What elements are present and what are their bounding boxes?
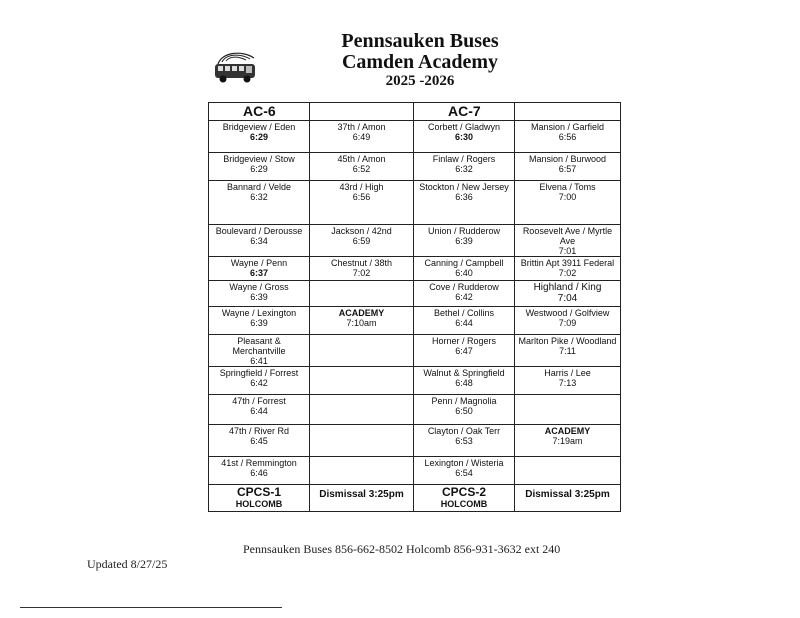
stop-time: 6:32 xyxy=(250,192,268,202)
stop-location: Elvena / Toms xyxy=(539,182,596,192)
updated-date: Updated 8/27/25 xyxy=(87,557,168,571)
stop-location: Jackson / 42nd xyxy=(331,226,392,236)
stop-location: Canning / Campbell xyxy=(424,258,504,268)
stop-cell xyxy=(515,457,621,485)
stop-cell xyxy=(310,225,414,257)
stop-cell xyxy=(515,395,621,425)
destination-school-sub: HOLCOMB xyxy=(440,499,488,509)
stop-cell xyxy=(515,307,621,335)
stop-time: 6:44 xyxy=(455,318,473,328)
stop-location: Stockton / New Jersey xyxy=(419,182,509,192)
stop-location: Chestnut / 38th xyxy=(330,258,393,268)
stop-location: Roosevelt Ave / Myrtle Ave xyxy=(522,226,613,246)
divider-line xyxy=(20,607,282,608)
stop-location: 41st / Remmington xyxy=(221,458,297,468)
table-row xyxy=(209,367,621,395)
stop-time: 6:37 xyxy=(249,268,268,278)
table-row xyxy=(209,395,621,425)
stop-cell xyxy=(209,307,310,335)
academy-arrival-time: 7:10am xyxy=(346,318,377,328)
stop-time: 6:45 xyxy=(250,436,268,446)
stop-location: Walnut & Springfield xyxy=(423,368,505,378)
stop-time: 6:53 xyxy=(455,436,473,446)
stop-time: 7:00 xyxy=(558,192,577,202)
stop-location: Wayne / Gross xyxy=(229,282,289,292)
stop-time: 7:02 xyxy=(558,268,577,278)
stop-cell xyxy=(515,335,621,367)
stop-time: 6:59 xyxy=(352,236,371,246)
stop-location: Springfield / Forrest xyxy=(219,368,299,378)
table-row xyxy=(209,281,621,307)
destination-school: CPCS-1 xyxy=(236,485,281,499)
stop-cell xyxy=(209,225,310,257)
destination-school-sub: HOLCOMB xyxy=(235,499,283,509)
stop-cell xyxy=(209,367,310,395)
stop-location: Bethel / Collins xyxy=(433,308,495,318)
stop-location: Lexington / Wisteria xyxy=(424,458,504,468)
stop-cell xyxy=(515,281,621,307)
stop-cell xyxy=(209,121,310,153)
stop-time: 7:02 xyxy=(352,268,371,278)
stop-location: Westwood / Golfview xyxy=(525,308,610,318)
stop-time: 6:48 xyxy=(455,378,473,388)
stop-location: Horner / Rogers xyxy=(431,336,497,346)
academy-label: ACADEMY xyxy=(338,308,385,318)
stop-cell xyxy=(310,425,414,457)
stop-location: Union / Rudderow xyxy=(427,226,501,236)
destination-school: CPCS-2 xyxy=(441,485,486,499)
stop-location: Cove / Rudderow xyxy=(429,282,499,292)
table-row xyxy=(209,457,621,485)
stop-cell xyxy=(310,395,414,425)
stop-time: 6:46 xyxy=(250,468,268,478)
dismissal-cell xyxy=(310,485,414,512)
stop-time: 6:56 xyxy=(558,132,577,142)
stop-cell xyxy=(414,153,515,181)
dismissal-time: Dismissal 3:25pm xyxy=(525,489,610,500)
stop-location: 37th / Amon xyxy=(337,122,386,132)
stop-location: 47th / Forrest xyxy=(232,396,286,406)
stop-cell xyxy=(209,153,310,181)
stop-location: Finlaw / Rogers xyxy=(432,154,496,164)
stop-cell xyxy=(414,367,515,395)
stop-cell xyxy=(414,335,515,367)
stop-cell xyxy=(310,181,414,225)
stop-cell xyxy=(209,425,310,457)
stop-time: 6:56 xyxy=(352,192,371,202)
stop-time: 7:13 xyxy=(558,378,577,388)
stop-location: 43rd / High xyxy=(339,182,384,192)
stop-cell xyxy=(209,457,310,485)
stop-cell xyxy=(209,181,310,225)
table-row xyxy=(209,153,621,181)
stop-location: Corbett / Gladwyn xyxy=(427,122,501,132)
stop-time: 6:29 xyxy=(250,164,268,174)
stop-time: 6:52 xyxy=(352,164,371,174)
stop-time: 6:30 xyxy=(454,132,473,142)
stop-time: 7:11 xyxy=(559,346,576,356)
stop-time: 7:01 xyxy=(558,246,577,256)
school-bus-icon xyxy=(212,50,258,84)
dismissal-time: Dismissal 3:25pm xyxy=(319,489,404,500)
stop-time: 6:32 xyxy=(455,164,473,174)
school-name: Camden Academy xyxy=(341,51,499,73)
stop-location: Wayne / Lexington xyxy=(221,308,297,318)
stop-time: 7:09 xyxy=(558,318,577,328)
stop-time: 6:41 xyxy=(250,356,268,366)
stop-time: 6:54 xyxy=(455,468,473,478)
stop-cell xyxy=(515,181,621,225)
stop-location: Mansion / Burwood xyxy=(528,154,607,164)
stop-time: 6:39 xyxy=(455,236,473,246)
stop-time: 6:39 xyxy=(250,318,268,328)
route-label-ac6: AC-6 xyxy=(209,103,310,121)
stop-time: 6:29 xyxy=(249,132,268,142)
stop-time: 6:42 xyxy=(455,292,473,302)
route-label-ac7: AC-7 xyxy=(414,103,515,121)
table-row xyxy=(209,121,621,153)
stop-cell xyxy=(414,425,515,457)
destination-school-cell xyxy=(414,485,515,512)
stop-time: 6:57 xyxy=(558,164,577,174)
stop-cell xyxy=(515,367,621,395)
stop-cell xyxy=(209,257,310,281)
bus-schedule-table xyxy=(208,102,621,512)
stop-cell xyxy=(310,457,414,485)
stop-location: Bannard / Velde xyxy=(226,182,292,192)
stop-location: Bridgeview / Eden xyxy=(222,122,296,132)
stop-location: Wayne / Penn xyxy=(230,258,288,268)
table-row xyxy=(209,335,621,367)
contact-line: Pennsauken Buses 856-662-8502 Holcomb 856-931-3632 ext 240 xyxy=(243,542,561,556)
stop-location: Brittin Apt 3911 Federal xyxy=(520,258,615,268)
route-header-blank xyxy=(515,103,621,121)
stop-cell xyxy=(310,335,414,367)
stop-time: 6:47 xyxy=(455,346,473,356)
stop-cell xyxy=(414,395,515,425)
stop-cell xyxy=(414,281,515,307)
academy-label: ACADEMY xyxy=(544,426,591,436)
stop-cell xyxy=(414,225,515,257)
stop-location: Marlton Pike / Woodland xyxy=(518,336,617,346)
academy-arrival-time: 7:19am xyxy=(552,436,583,446)
destination-row xyxy=(209,485,621,512)
stop-cell xyxy=(209,395,310,425)
academy-arrival-cell xyxy=(515,425,621,457)
stop-cell xyxy=(414,257,515,281)
stop-location: Boulevard / Derousse xyxy=(215,226,303,236)
stop-location: Pleasant & Merchantville xyxy=(232,336,286,356)
table-row xyxy=(209,181,621,225)
stop-cell xyxy=(310,281,414,307)
table-row xyxy=(209,307,621,335)
stop-location: Bridgeview / Stow xyxy=(223,154,295,164)
school-year: 2025 -2026 xyxy=(385,73,455,89)
stop-time: 6:49 xyxy=(352,132,371,142)
stop-cell xyxy=(515,121,621,153)
stop-location: Penn / Magnolia xyxy=(431,396,497,406)
stop-cell xyxy=(515,153,621,181)
stop-time: 6:50 xyxy=(455,406,473,416)
stop-time: 6:36 xyxy=(455,192,473,202)
destination-school-cell xyxy=(209,485,310,512)
stop-cell xyxy=(310,121,414,153)
stop-time: 6:42 xyxy=(250,378,268,388)
stop-location: Harris / Lee xyxy=(544,368,591,378)
stop-cell xyxy=(515,225,621,257)
table-row xyxy=(209,257,621,281)
stop-cell xyxy=(310,367,414,395)
table-row xyxy=(209,425,621,457)
stop-cell xyxy=(414,307,515,335)
stop-cell xyxy=(515,257,621,281)
stop-location: Mansion / Garfield xyxy=(530,122,605,132)
stop-time: 6:40 xyxy=(455,268,473,278)
document-title: Pennsauken Buses xyxy=(341,30,499,52)
dismissal-cell xyxy=(515,485,621,512)
stop-time: 6:39 xyxy=(250,292,268,302)
stop-cell xyxy=(414,121,515,153)
route-header-row xyxy=(209,103,621,121)
route-header-blank xyxy=(310,103,414,121)
stop-location: Highland / King xyxy=(533,282,602,293)
stop-cell xyxy=(310,257,414,281)
stop-cell xyxy=(209,281,310,307)
stop-location: 47th / River Rd xyxy=(228,426,290,436)
table-row xyxy=(209,225,621,257)
stop-time: 7:04 xyxy=(557,293,578,304)
stop-cell xyxy=(209,335,310,367)
stop-cell xyxy=(310,153,414,181)
stop-location: Clayton / Oak Terr xyxy=(427,426,501,436)
academy-arrival-cell xyxy=(310,307,414,335)
stop-location: 45th / Amon xyxy=(337,154,386,164)
stop-cell xyxy=(414,457,515,485)
stop-time: 6:34 xyxy=(250,236,268,246)
stop-cell xyxy=(414,181,515,225)
stop-time: 6:44 xyxy=(250,406,268,416)
